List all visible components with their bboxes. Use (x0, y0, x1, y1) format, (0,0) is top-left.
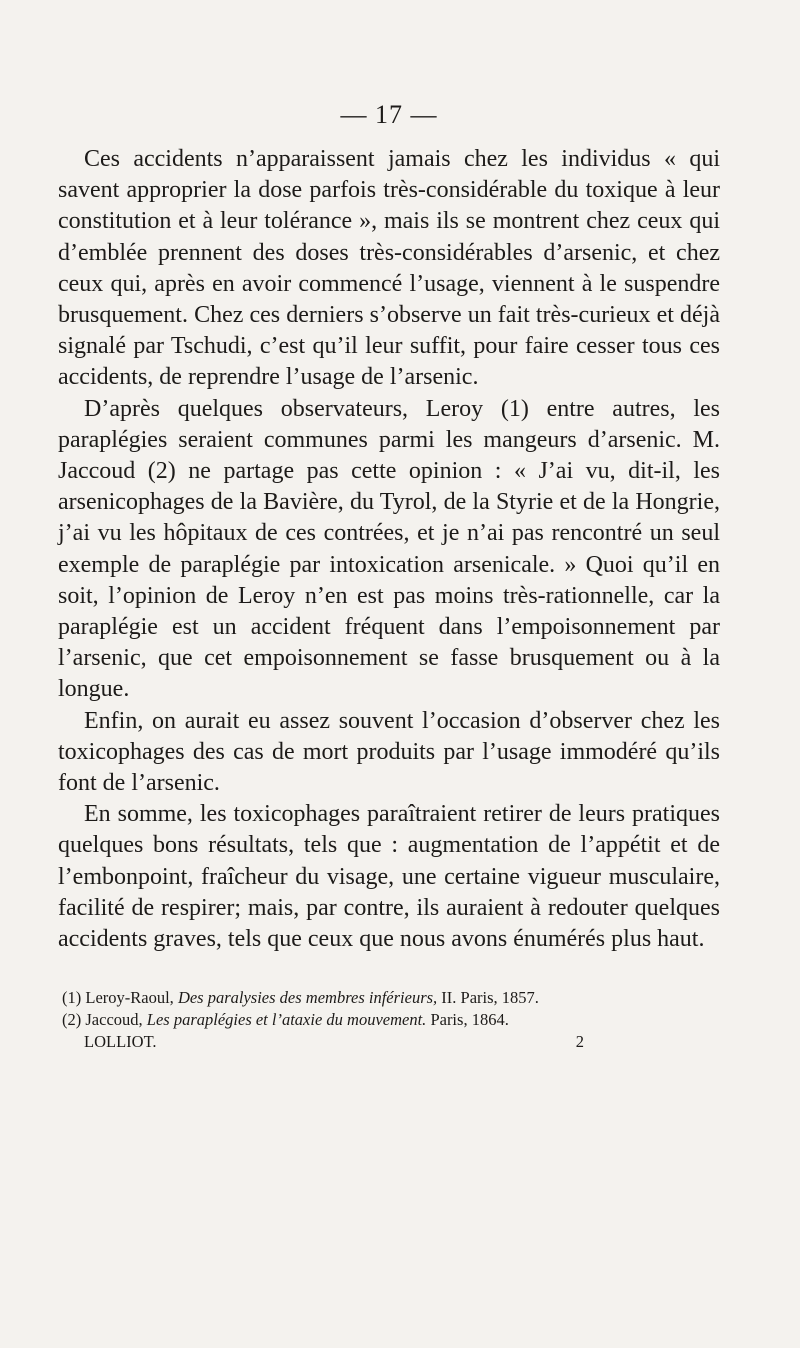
paragraph-2: D’après quelques observateurs, Leroy (1) entre autres, les paraplégies seraient communes parmi les mangeurs d’arsenic. M. Jaccoud (2) ne partage pas cette opinion : « J’ai vu, dit-il, les arsenicophages de la Bavière, du Tyrol, de la Styrie et de la Hongrie, j’ai vu les hôpitaux de ces contrées, et je n’ai pas rencontré un seul exemple de paraplégie par intoxication arsenicale. » Quoi qu’il en soit, l’opinion de Leroy n’en est pas moins très-rationnelle, car la paraplégie est un accident fréquent dans l’empoisonnement par l’arsenic, que cet empoisonnement se fasse brusquement ou à la longue. (58, 395, 720, 703)
page-number: — 17 — (340, 100, 438, 129)
footnote-title: Les paraplégies et l’ataxie du mouvement. (146, 1010, 427, 1030)
footnote-marker: (1) (62, 988, 82, 1008)
printer-signature (58, 1031, 584, 1053)
document-page (58, 100, 720, 1053)
signature-sheet-number: 2 (575, 1032, 584, 1052)
paragraph-3: Enfin, on aurait eu assez souvent l’occasion d’observer chez les toxicophages des cas de mort produits par l’usage immodéré qu’ils font de l’arsenic. (58, 707, 720, 797)
footnote-details: II. Paris, 1857. (441, 988, 539, 1008)
footnote-details: Paris, 1864. (430, 1010, 509, 1030)
signature-name: LOLLIOT. (84, 1032, 157, 1052)
footnotes (58, 987, 720, 1053)
footnote-title: Des paralysies des membres inférieurs, (177, 988, 438, 1008)
footnote-marker: (2) (62, 1010, 82, 1030)
footnote-2 (58, 1009, 720, 1031)
footnote-author: Jaccoud, (85, 1010, 143, 1030)
footnote-1 (58, 987, 720, 1009)
paragraph-1: Ces accidents n’apparaissent jamais chez les individus « qui savent approprier la dose parfois très-considérable du toxique à leur constitution et à leur tolérance », mais ils se montrent chez ceux qui d’emblée prennent des doses très-considérables d’arsenic, et chez ceux qui, après en avoir commencé l’usage, viennent à le suspendre brusquement. Chez ces derniers s’observe un fait très-curieux et déjà signalé par Tschudi, c’est qu’il leur suffit, pour faire cesser tous ces accidents, de reprendre l’usage de l’arsenic. (58, 146, 720, 391)
paragraph-4: En somme, les toxicophages paraîtraient retirer de leurs pratiques quelques bons résultats, tels que : augmentation de l’appétit et de l’embonpoint, fraîcheur du visage, une certaine vigueur musculaire, facilité de respirer; mais, par contre, ils auraient à redouter quelques accidents graves, tels que ceux que nous avons énumérés plus haut. (58, 801, 720, 953)
footnote-author: Leroy-Raoul, (85, 988, 174, 1008)
